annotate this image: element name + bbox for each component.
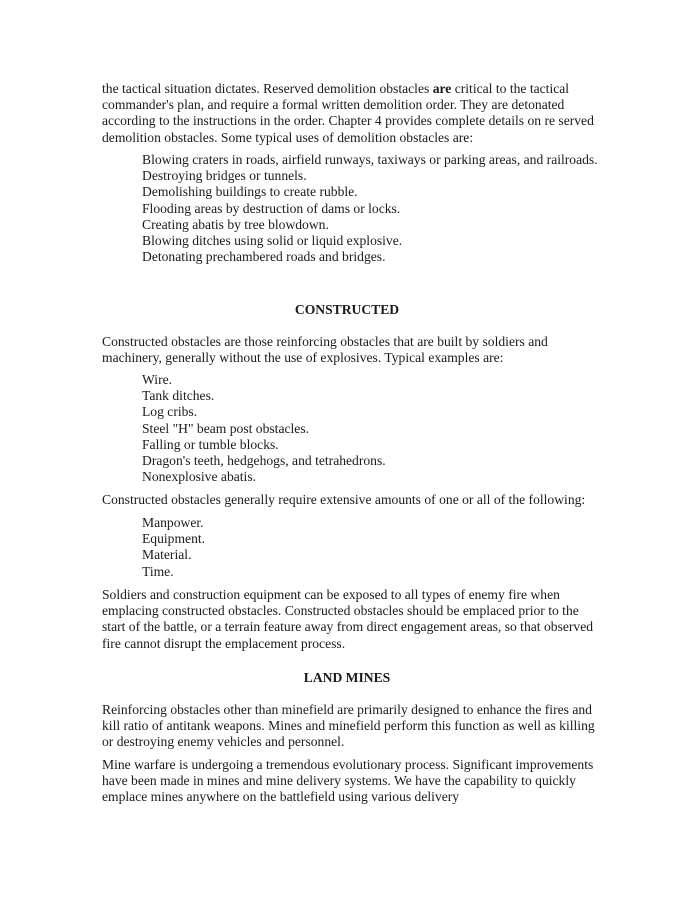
demolition-uses-list — [142, 152, 602, 265]
list-item: Material. — [142, 547, 192, 563]
constructed-requirements-paragraph: Constructed obstacles generally require extensive amounts of one or all of the following: — [102, 492, 586, 507]
intro-paragraph — [102, 81, 602, 146]
list-item: Nonexplosive abatis. — [142, 469, 257, 485]
list-item: Demolishing buildings to create rubble. — [142, 184, 358, 200]
list-item: Manpower. — [142, 515, 204, 530]
list-item: Time. — [142, 563, 174, 579]
list-item: Log cribs. — [142, 404, 198, 420]
list-item: Wire. — [142, 372, 173, 387]
constructed-exposure-paragraph: Soldiers and construction equipment can be exposed to all types of enemy fire when emplacing constructed obstacles. Constructed obstacles should be emplaced prior to the start of the battle, or a terrain feature away from direct engagement areas, so that observed fire cannot disrupt the emplacement process. — [102, 587, 594, 651]
land-mines-paragraph-2: Mine warfare is undergoing a tremendous evolutionary process. Significant improvements have been made in mines and mine delivery systems. We have the capability to quickly emplace mines anywhere on the battlefield using various delivery — [102, 757, 594, 805]
intro-text-start: the tactical situation dictates. Reserved demolition obstacles — [102, 81, 433, 96]
land-mines-heading: LAND MINES — [303, 670, 391, 685]
intro-bold-word: are — [432, 81, 452, 96]
constructed-requirements-list — [142, 515, 602, 580]
constructed-intro-paragraph: Constructed obstacles are those reinforcing obstacles that are built by soldiers and machinery, generally without the use of explosives. Typical examples are: — [102, 334, 548, 366]
list-item: Detonating prechambered roads and bridges. — [142, 249, 386, 265]
list-item: Blowing craters in roads, airfield runways, taxiways or parking areas, and railroads. — [142, 152, 598, 167]
list-item: Equipment. — [142, 531, 206, 547]
list-item: Destroying bridges or tunnels. — [142, 168, 307, 184]
list-item: Dragon's teeth, hedgehogs, and tetrahedrons. — [142, 453, 386, 469]
list-item: Creating abatis by tree blowdown. — [142, 216, 329, 232]
intro-text-rest: commander's plan, and require a formal written demolition order. They are detonated according to the instructions in the order. Chapter 4 provides complete details on re served demolition obstacles. Some typical uses of demolition obstacles are: — [102, 97, 594, 145]
list-item: Blowing ditches using solid or liquid explosive. — [142, 233, 403, 249]
constructed-heading: CONSTRUCTED — [294, 302, 400, 317]
constructed-examples-list — [142, 372, 602, 485]
land-mines-paragraph-1: Reinforcing obstacles other than minefield are primarily designed to enhance the fires and kill ratio of antitank weapons. Mines and minefield perform this function as well as killing or destroying enemy vehicles and personnel. — [102, 702, 595, 750]
list-item: Falling or tumble blocks. — [142, 436, 279, 452]
intro-text-end: critical to the tactical — [451, 81, 570, 96]
list-item: Steel "H" beam post obstacles. — [142, 420, 310, 436]
list-item: Tank ditches. — [142, 388, 215, 404]
list-item: Flooding areas by destruction of dams or locks. — [142, 200, 401, 216]
